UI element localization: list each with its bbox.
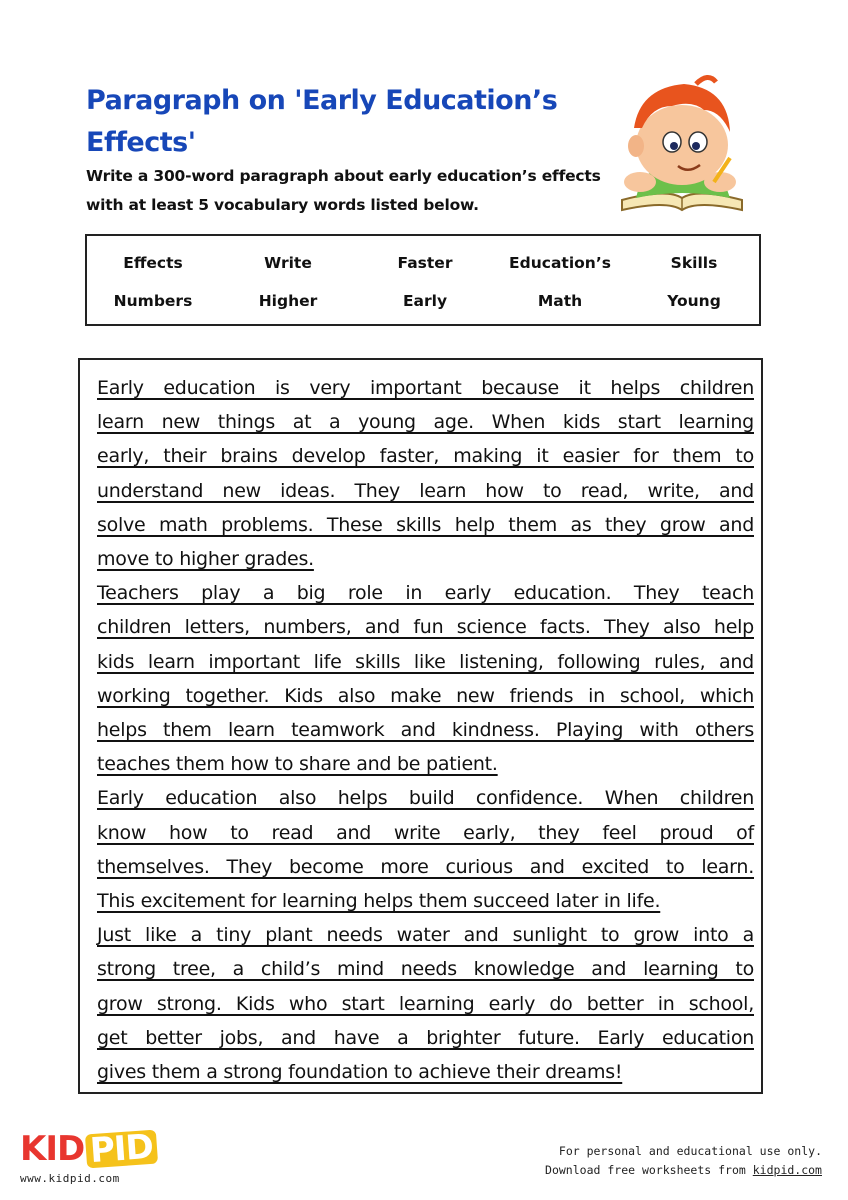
worksheet-title: Paragraph on 'Early Education’s Effects' (86, 85, 558, 158)
vocabulary-word: Math (537, 292, 583, 310)
vocabulary-word: Write (264, 254, 312, 272)
paragraph-line: know how to read and write early, they feel proud of (97, 821, 754, 844)
vocabulary-box (85, 234, 761, 326)
vocabulary-word: Education’s (509, 254, 611, 272)
vocabulary-word: Early (402, 292, 448, 310)
paragraph-line: themselves. They become more curious and excited to learn. (97, 855, 754, 878)
logo-url: www.kidpid.com (20, 1172, 120, 1185)
kid-writing-illustration (612, 70, 752, 220)
worksheet-instructions: Write a 300-word paragraph about early education’s effects with at least 5 vocabulary words listed below. (86, 167, 601, 214)
paragraph-line: Just like a tiny plant needs water and sunlight to grow into a (97, 924, 754, 947)
paragraph-line: helps them learn teamwork and kindness. Playing with others (97, 719, 754, 741)
vocabulary-word: Numbers (113, 292, 193, 310)
vocabulary-word: Faster (397, 254, 453, 272)
paragraph-line: gives them a strong foundation to achieve their dreams! (97, 1061, 623, 1083)
footer-usage-text: For personal and educational use only. (558, 1144, 822, 1158)
paragraph-line: grow strong. Kids who start learning early do better in school, (97, 992, 754, 1015)
paragraph-line: Early education also helps build confidence. When children (97, 787, 754, 810)
logo-pid-text: PID (85, 1130, 158, 1169)
paragraph-line: early, their brains develop faster, making it easier for them to (97, 445, 754, 468)
paragraph-line: understand new ideas. They learn how to read, write, and (97, 479, 754, 502)
paragraph-line: move to higher grades. (97, 548, 314, 570)
paragraph-line: working together. Kids also make new friends in school, which (97, 684, 754, 707)
kidpid-logo (20, 1126, 180, 1192)
footer-download-text: Download free worksheets from (545, 1163, 753, 1177)
footer-link[interactable]: kidpid.com (752, 1163, 822, 1177)
vocabulary-word: Skills (670, 254, 718, 272)
paragraph-line: solve math problems. These skills help them as they grow and (97, 513, 754, 536)
paragraph-box (78, 358, 763, 1094)
paragraph-line: children letters, numbers, and fun science facts. They also help (97, 616, 754, 639)
footer-download-line (545, 1161, 822, 1180)
vocabulary-row (87, 248, 759, 278)
paragraph-line: This excitement for learning helps them succeed later in life. (97, 890, 661, 912)
paragraph-line: Teachers play a big role in early education. They teach (97, 582, 754, 605)
paragraph-line: Early education is very important because it helps children (97, 377, 754, 399)
paragraph-line: get better jobs, and have a brighter future. Early education (97, 1026, 754, 1049)
paragraph-line: kids learn important life skills like listening, following rules, and (97, 650, 754, 673)
vocabulary-row (87, 286, 759, 316)
vocabulary-word: Young (667, 292, 721, 310)
paragraph-line: strong tree, a child’s mind needs knowledge and learning to (97, 958, 754, 981)
vocabulary-word: Effects (123, 254, 183, 272)
paragraph-line: teaches them how to share and be patient. (97, 753, 498, 776)
vocabulary-word: Higher (258, 292, 318, 310)
logo-kid-text: KID (20, 1129, 85, 1169)
paragraph-line: learn new things at a young age. When kids start learning (97, 411, 754, 434)
footer-note (545, 1142, 822, 1180)
